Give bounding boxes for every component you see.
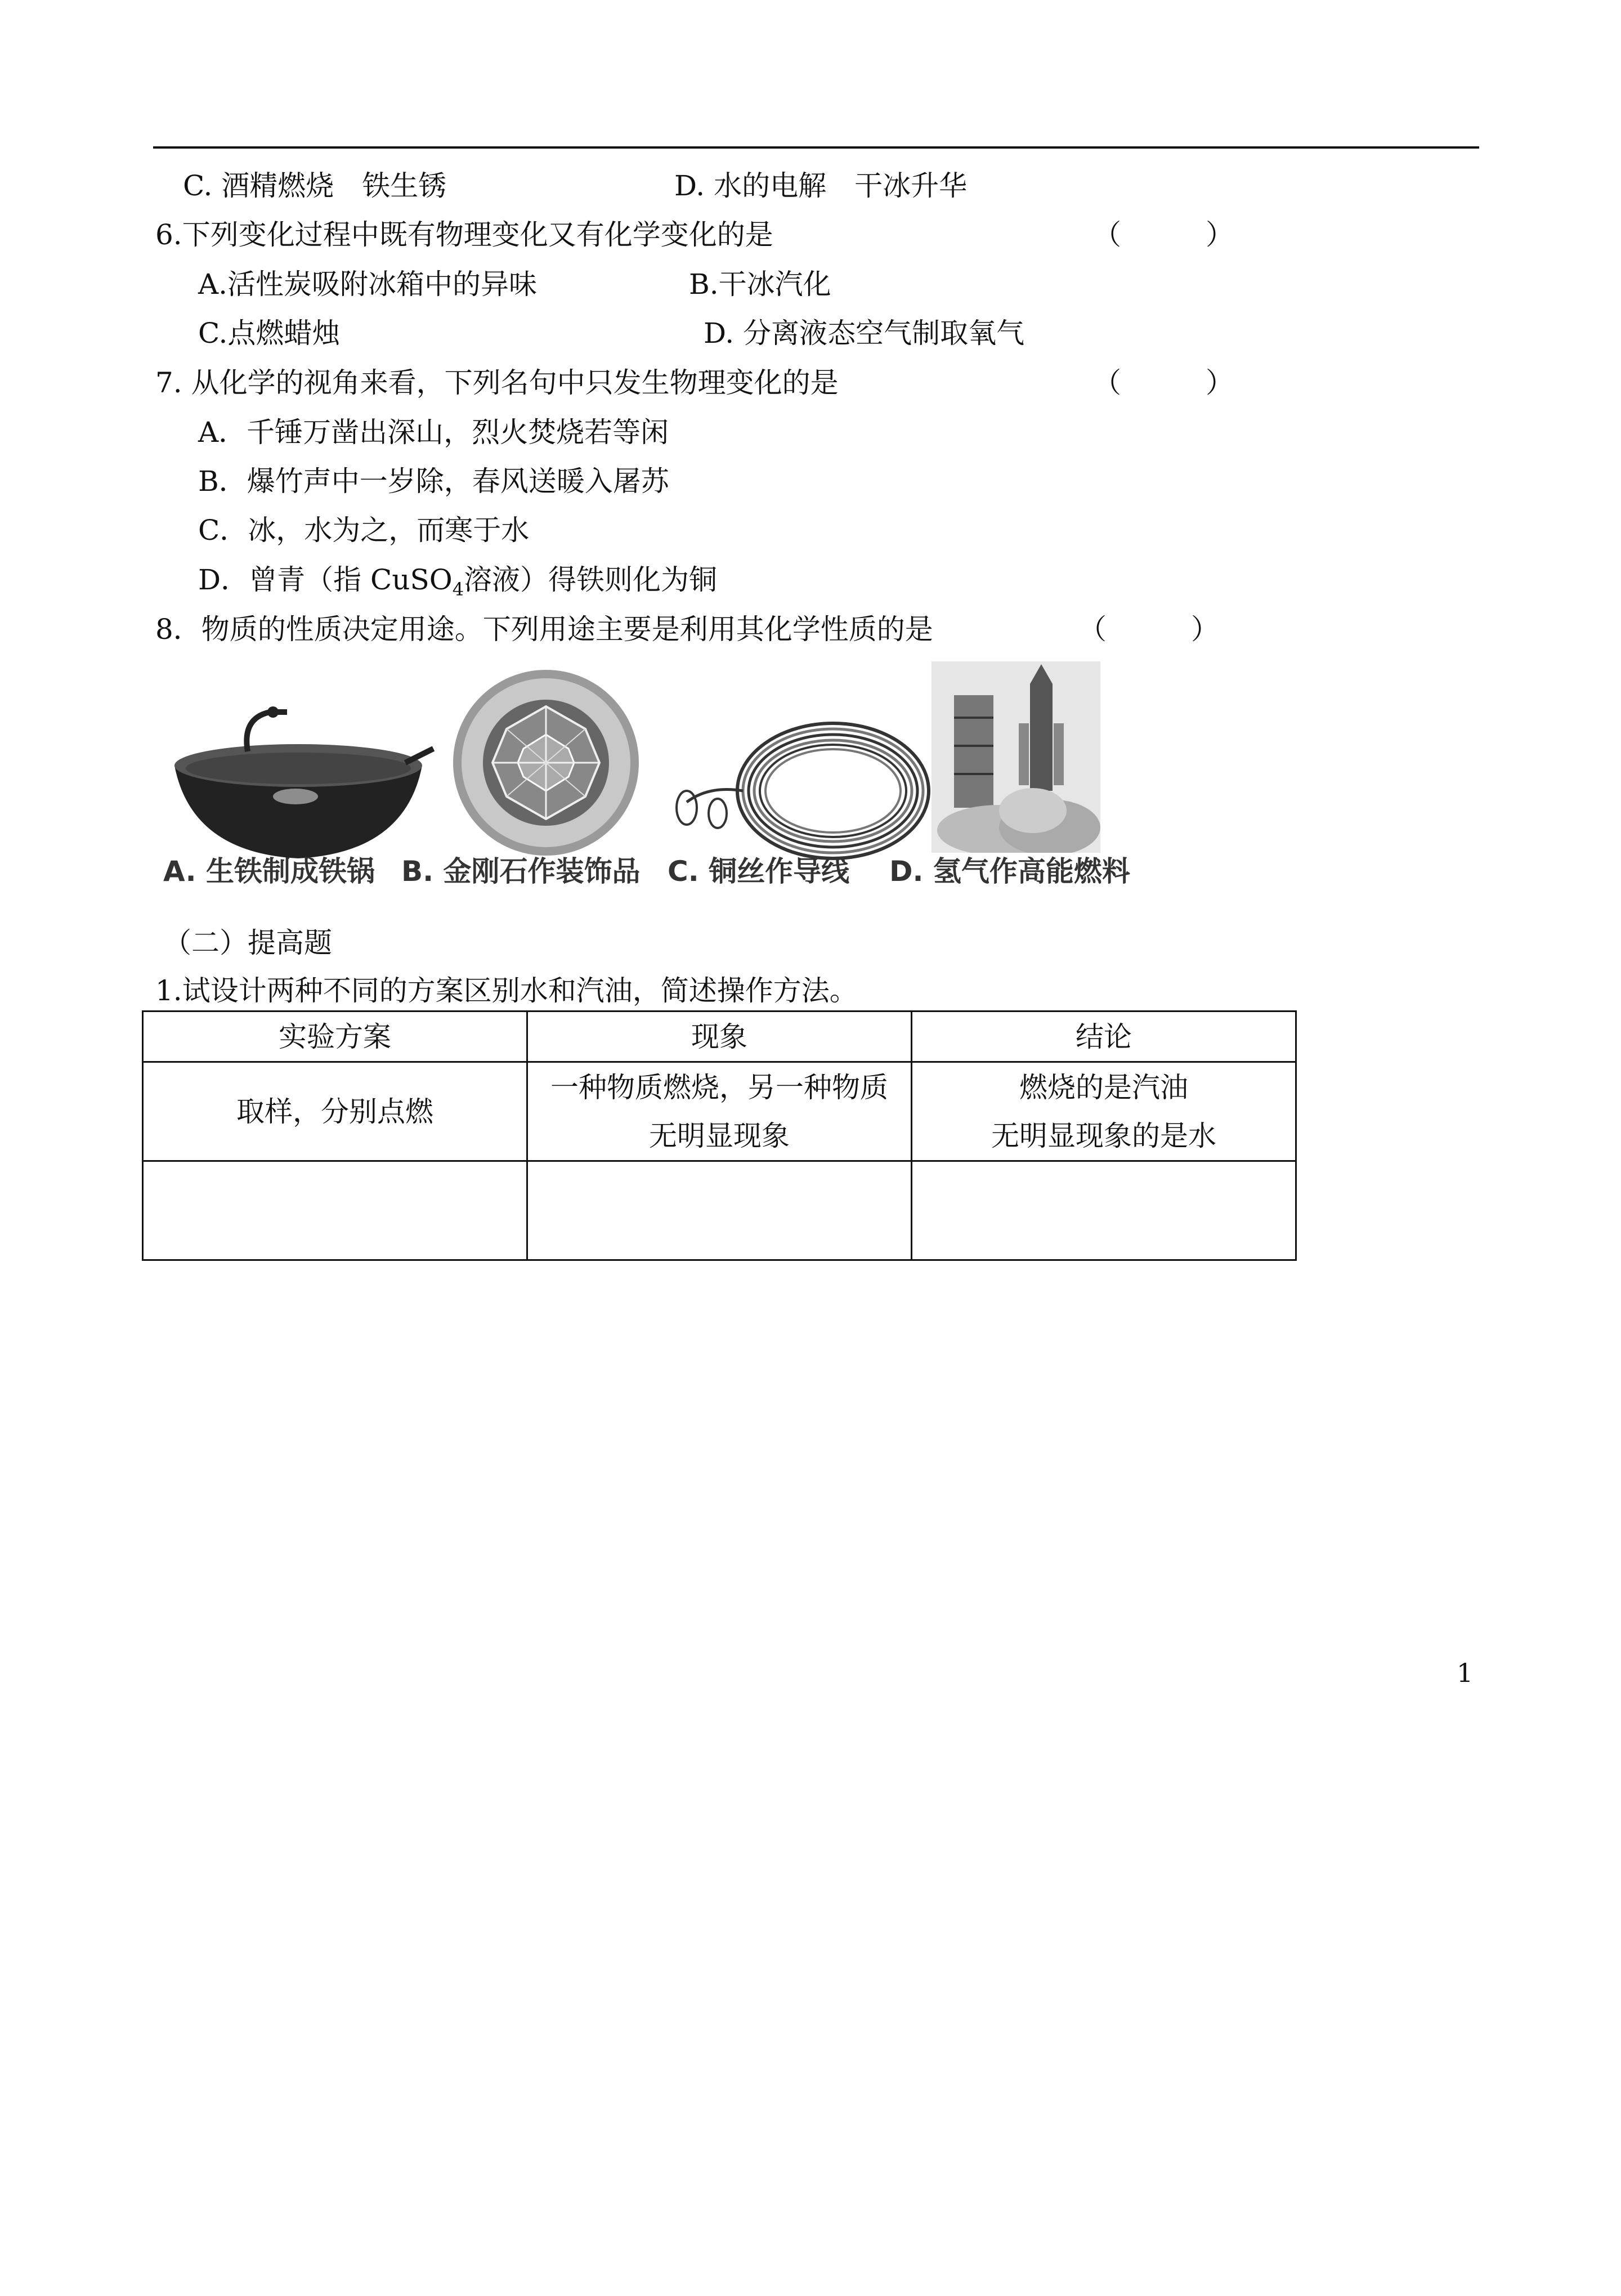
- q6-option-c: C.点燃蜡烛: [198, 317, 341, 350]
- rocket-launch-image: [932, 661, 1100, 853]
- q7-option-c: C．冰，水为之，而寒于水: [198, 514, 530, 547]
- q8-answer-blank: （ ）: [1078, 613, 1219, 646]
- conclusion-line-1: 燃烧的是汽油: [1019, 1071, 1188, 1104]
- q6-option-d: D. 分离液态空气制取氧气: [704, 317, 1025, 350]
- q8-caption-a: A. 生铁制成铁锅: [163, 855, 375, 888]
- section-heading: （二）提高题: [163, 927, 332, 959]
- q7-answer-blank: （ ）: [1093, 366, 1234, 399]
- diamond-image: [450, 667, 642, 858]
- table-header-conclusion: 结论: [912, 1012, 1296, 1062]
- table-cell-conclusion: [912, 1062, 1296, 1161]
- phenomenon-line-2: 无明显现象: [649, 1119, 790, 1152]
- table-row-empty: [143, 1161, 1296, 1260]
- iron-wok-image: [158, 695, 439, 864]
- copper-wire-image: [664, 706, 934, 870]
- q5-option-d: D. 水的电解 干冰升华: [674, 169, 968, 202]
- table-cell-plan: 取样，分别点燃: [143, 1062, 527, 1161]
- q8-caption-d: D. 氢气作高能燃料: [889, 855, 1130, 888]
- table-cell-empty: [912, 1161, 1296, 1260]
- conclusion-line-2: 无明显现象的是水: [991, 1119, 1216, 1152]
- experiment-table: [142, 1010, 1297, 1261]
- q7-option-a: A．千锤万凿出深山，烈火焚烧若等闲: [198, 416, 669, 449]
- q8-stem: 8．物质的性质决定用途。下列用途主要是利用其化学性质的是: [155, 613, 933, 646]
- q5-option-c: C. 酒精燃烧 铁生锈: [183, 169, 447, 202]
- q7-stem: 7. 从化学的视角来看，下列名句中只发生物理变化的是: [155, 366, 839, 399]
- phenomenon-line-1: 一种物质燃烧，另一种物质: [550, 1071, 888, 1104]
- table-cell-empty: [527, 1161, 912, 1260]
- q7-option-d-post: 溶液）得铁则化为铜: [464, 563, 718, 596]
- q8-caption-c: C. 铜丝作导线: [668, 855, 850, 888]
- table-header-plan: 实验方案: [143, 1012, 527, 1062]
- header-rule: [153, 146, 1479, 149]
- q7-option-d-pre: D．曾青（指 CuSO: [198, 563, 453, 596]
- q6-answer-blank: （ ）: [1093, 218, 1234, 251]
- table-header-phenomenon: 现象: [527, 1012, 912, 1062]
- s2-q1-stem: 1.试设计两种不同的方案区别水和汽油，简述操作方法。: [155, 974, 858, 1007]
- q7-option-d-subscript: 4: [452, 579, 464, 600]
- table-row: [143, 1062, 1296, 1161]
- q6-stem: 6.下列变化过程中既有物理变化又有化学变化的是: [155, 218, 773, 251]
- table-header-row: [143, 1012, 1296, 1062]
- q8-caption-b: B. 金刚石作装饰品: [401, 855, 641, 888]
- q6-option-a: A.活性炭吸附冰箱中的异味: [198, 268, 538, 301]
- table-cell-empty: [143, 1161, 527, 1260]
- page-number: 1: [1457, 1658, 1474, 1688]
- q7-option-d: [198, 563, 717, 606]
- table-cell-phenomenon: [527, 1062, 912, 1161]
- q7-option-b: B．爆竹声中一岁除，春风送暖入屠苏: [198, 465, 669, 498]
- q6-option-b: B.干冰汽化: [689, 268, 831, 301]
